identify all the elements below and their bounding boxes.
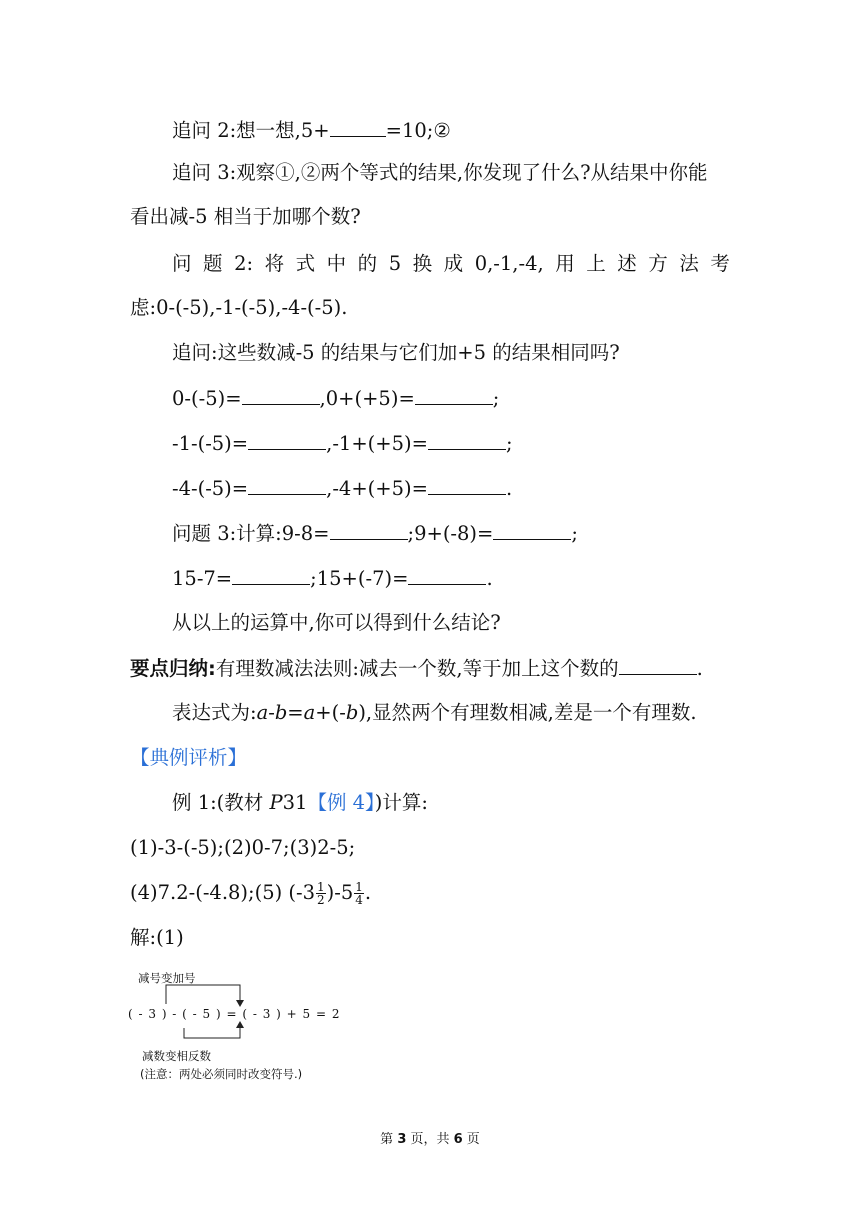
answer-blank [415,386,493,405]
answer-blank [408,566,486,585]
sign-change-diagram [128,970,358,1090]
diagram-expression: ( - 3 ) - ( - 5 ) = ( - 3 ) + 5 = 2 [128,1007,341,1021]
answer-blank [232,566,310,585]
diagram-top-label: 减号变加号 [138,971,196,985]
example-1-heading: 例 1:(教材 P31【例 4】)计算: [172,791,428,814]
answer-blank [330,118,386,137]
diagram-bottom-label: 减数变相反数 [142,1049,211,1063]
equation-line-1: 0-(-5)= ,0+(+5)= ; [172,387,500,410]
answer-blank [619,656,697,675]
follow-up-question: 追问:这些数减-5 的结果与它们加+5 的结果相同吗? [172,341,620,364]
problem-2-line-1: 问 题 2: 将 式 中 的 5 换 成 0,-1,-4, 用 上 述 方 法 考 [172,252,730,275]
equation-line-2: -1-(-5)= ,-1+(+5)= ; [172,432,513,455]
answer-blank [248,431,326,450]
fraction-quarter: $\frac{1}{4}$ [355,880,363,907]
fraction-half: $\frac{1}{2}$ [317,880,325,907]
question-2-line: 追问 2:想一想,5+ =10;② [172,119,451,142]
page-footer: 第 3 页，共 6 页 [380,1132,480,1147]
equation-line-3: -4-(-5)= ,-4+(+5)= . [172,477,513,500]
solution-label: 解:(1) [130,926,184,949]
answer-blank [242,386,320,405]
total-page-number: 6 [453,1132,463,1147]
key-point-summary: 要点归纳:有理数减法法则:减去一个数,等于加上这个数的 . [130,657,703,680]
expression-line: 表达式为:a-b=a+(-b),显然两个有理数相减,差是一个有理数. [172,701,697,724]
problem-3-line-2: 15-7= ;15+(-7)= . [172,567,493,590]
conclusion-question: 从以上的运算中,你可以得到什么结论? [172,611,501,634]
problem-3-line-1: 问题 3:计算:9-8= ;9+(-8)= ; [172,522,578,545]
answer-blank [330,521,408,540]
answer-blank [428,476,506,495]
answer-blank [493,521,571,540]
example-items-2: (4)7.2-(-4.8);(5) (-3 $\frac{1}{2}$ )-5 $\frac{1}{4}$ . [130,880,372,907]
question-3-line-2: 看出减-5 相当于加哪个数? [130,205,361,228]
answer-blank [248,476,326,495]
question-3-line-1: 追问 3:观察①,②两个等式的结果,你发现了什么?从结果中你能 [172,161,708,184]
answer-blank [428,431,506,450]
problem-2-line-2: 虑:0-(-5),-1-(-5),-4-(-5). [130,296,348,319]
section-heading: 【典例评析】 [130,746,248,769]
key-point-label: 要点归纳: [130,657,216,680]
diagram-note: (注意：两处必须同时改变符号.) [140,1067,303,1081]
current-page-number: 3 [397,1132,407,1147]
example-items-1: (1)-3-(-5);(2)0-7;(3)2-5; [130,836,356,859]
